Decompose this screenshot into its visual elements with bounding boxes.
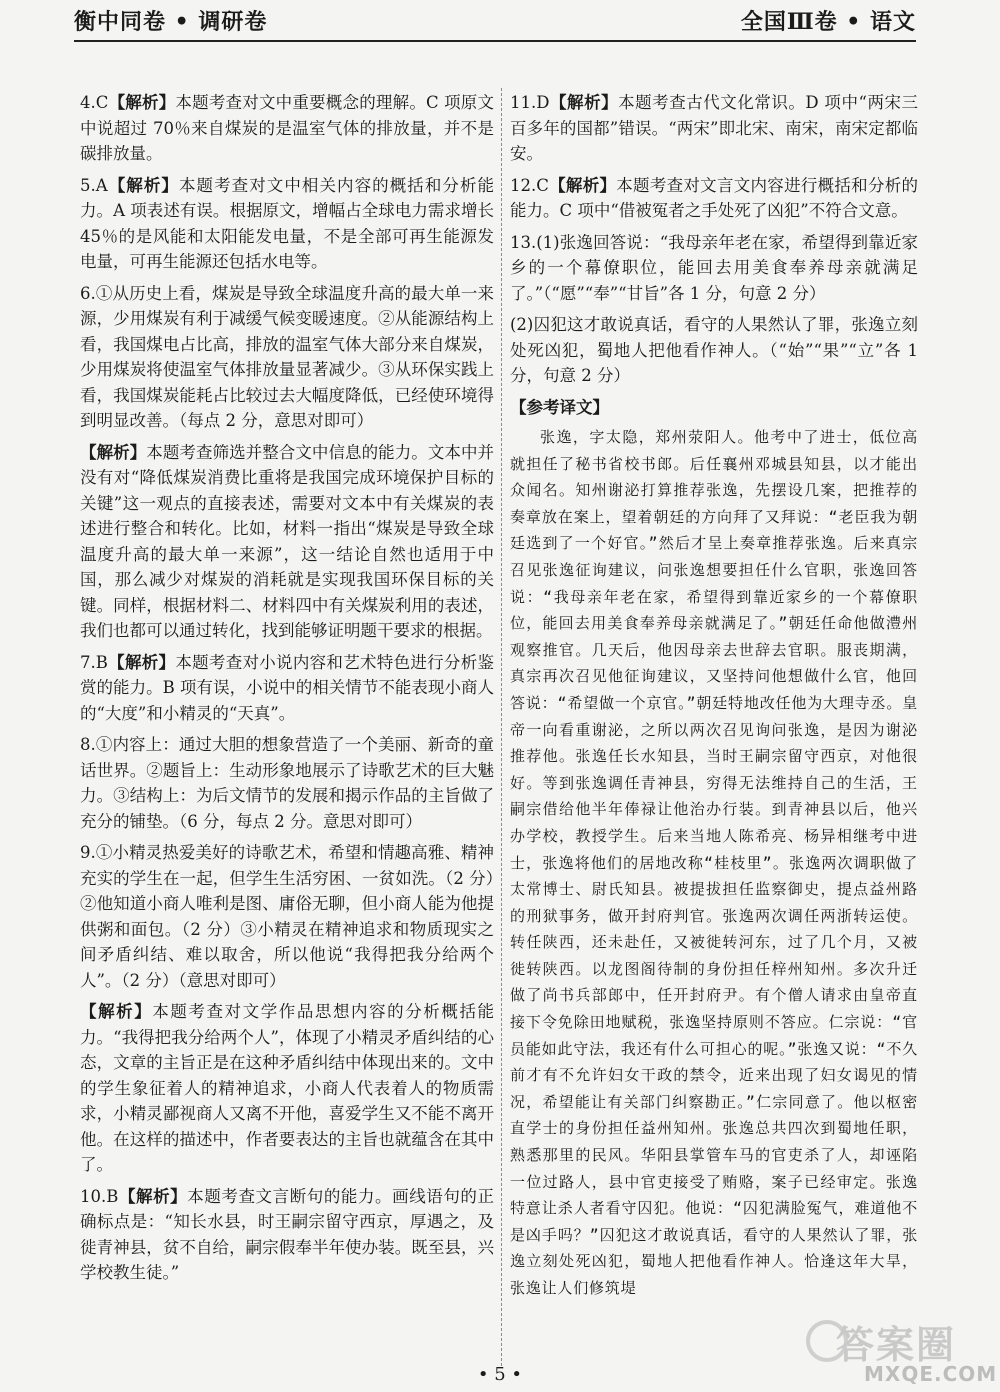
answer-item: 8.①内容上：通过大胆的想象营造了一个美丽、新奇的童话世界。②题旨上：生动形象地展示了诗歌艺术的巨大魅力。③结构上：为后文情节的发展和揭示作品的主旨做了充分的铺垫。（6 分，每点 2 分。意思对即可） xyxy=(80,735,494,831)
answer-item: 4.C【解析】本题考查对文中重要概念的理解。C 项原文中说超过 70％来自煤炭的是温室气体的排放量，并不是碳排放量。 xyxy=(80,93,495,163)
watermark xyxy=(800,1312,998,1390)
left-column xyxy=(80,90,494,1292)
header-rule xyxy=(74,40,916,42)
answer-item: 7.B【解析】本题考查对小说内容和艺术特色进行分析鉴赏的能力。B 项有误，小说中的相关情节不能表现小商人的“大度”和小精灵的“天真”。 xyxy=(80,652,495,723)
answer-item: 11.D【解析】本题考查古代文化常识。D 项中“两宋三百多年的国都”错误。“两宋”即北宋、南宋，南宋定都临安。 xyxy=(510,93,918,163)
answer-item: 5.A【解析】本题考查对文中相关内容的概括和分析能力。A 项表述有误。根据原文，增幅占全球电力需求增长 45％的是风能和太阳能发电量，不是全部可再生能源发电量，可再生能源还包括水电等。 xyxy=(80,175,495,271)
answer-item: 6.①从历史上看，煤炭是导致全球温度升高的最大单一来源，少用煤炭有利于减缓气候变暖速度。②从能源结构上看，我国煤电占比高，排放的温室气体大部分来自煤炭，少用煤炭将使温室气体排放量显著减少。③从环保实践上看，我国煤炭能耗占比较过去大幅度降低，已经使环境得到明显改善。（每点 2 分，意思对即可） xyxy=(80,283,494,430)
header-left-title: 衡中同卷 • 调研卷 xyxy=(74,9,268,35)
answer-item: 12.C【解析】本题考查对文言文内容进行概括和分析的能力。C 项中“借被冤者之手处死了凶犯”不符合文意。 xyxy=(510,175,919,220)
column-divider xyxy=(501,88,502,1366)
right-column xyxy=(510,90,918,1302)
page-header xyxy=(74,2,916,42)
reference-translation-text: 张逸，字太隐，郑州荥阳人。他考中了进士，低位高就担任了秘书省校书郎。后任襄州邓城县知县，以才能出众闻名。知州谢泌打算推荐张逸，先摆设几案，把推荐的奏章放在案上，望着朝廷的方向拜了又拜说：“老臣我为朝廷选到了一个好官。”然后才呈上奏章推荐张逸。后来真宗召见张逸征询建议，问张逸想要担任什么官职，张逸回答说：“我母亲年老在家，希望得到靠近家乡的一个幕僚职位，能回去用美食奉养母亲就满足了。”朝廷任命他做澧州观察推官。几天后，他因母亲去世辞去官职。服丧期满，真宗再次召见他征询建议，又坚持问他想做什么官，他回答说：“希望做一个京官。”朝廷特地改任他为大理寺丞。皇帝一向看重谢泌，之所以两次召见询问张逸，是因为谢泌推荐他。张逸任长水知县，当时王嗣宗留守西京，对他很好。等到张逸调任青神县，穷得无法维持自己的生活，王嗣宗借给他半年俸禄让他治办行装。到青神县以后，他兴办学校，教授学生。后来当地人陈希亮、杨异相继考中进士，张逸将他们的居地改称“桂枝里”。张逸两次调职做了太常博士、尉氏知县。被提拔担任监察御史，提点益州路的刑狱事务，做开封府判官。张逸两次调任两浙转运使。转任陕西，还未赴任，又被徙转河东，过了几个月，又被徙转陕西。以龙图阁待制的身份担任梓州知州。多次升迁做了尚书兵部郎中，任开封府尹。有个僧人请求由皇帝直接下令免除田地赋税，张逸坚持原则不答应。仁宗说：“官员能如此守法，我还有什么可担心的呢。”张逸又说：“不久前才有不允许妇女干政的禁令，近来出现了妇女谒见的情况，希望能让有关部门纠察勘正。”仁宗同意了。他以枢密直学士的身份担任益州知州。张逸总共四次到蜀地任职，熟悉那里的民风。华阳县掌管车马的官吏杀了人，却诬陷一位过路人，县中官吏接受了贿赂，案子已经审定。张逸特意让杀人者看守囚犯。他说：“囚犯满脸冤气，难道他不是凶手吗？”囚犯这才敢说真话，看守的人果然认了罪，张逸立刻处死凶犯，蜀地人把他看作神人。恰逢这年大旱，张逸让人们修筑堤 xyxy=(510,428,918,1297)
watermark-text: 答案圈 xyxy=(836,1323,957,1367)
page-number: • 5 • xyxy=(477,1364,523,1385)
answer-item: 【解析】本题考查筛选并整合文中信息的能力。文本中并没有对“降低煤炭消费比重将是我国完成环境保护目标的关键”这一观点的直接表述，需要对文本中有关煤炭的表述进行整合和转化。比如，材料一指出“煤炭是导致全球温度升高的最大单一来源”，这一结论自然也适用于中国，那么减少对煤炭的消耗就是实现我国环保目标的关键。同样，根据材料二、材料四中有关煤炭利用的表述，我们也都可以通过转化，找到能够证明题干要求的根据。 xyxy=(80,442,494,640)
answer-item: 【解析】本题考查对文学作品思想内容的分析概括能力。“我得把我分给两个人”，体现了小精灵矛盾纠结的心态，文章的主旨正是在这种矛盾纠结中体现出来的。文中的学生象征着人的精神追求，小商人代表着人的物质需求，小精灵鄙视商人又离不开他，喜爱学生又不能不离开他。在这样的描述中，作者要表达的主旨也就蕴含在其中了。 xyxy=(80,1002,495,1174)
answer-item: 10.B【解析】本题考查文言断句的能力。画线语句的正确标点是：“知长水县，时王嗣宗留守西京，厚遇之，及徙青神县，贫不自给，嗣宗假奉半年使办装。既至县，兴学校教生徒。” xyxy=(80,1186,495,1282)
header-right-title: 全国Ⅲ卷 • 语文 xyxy=(740,9,916,35)
answer-item: 9.①小精灵热爱美好的诗歌艺术，希望和情趣高雅、精神充实的学生在一起，但学生生活穷困、一贫如洗。（2 分）②他知道小商人唯利是图、庸俗无聊，但小商人能为他提供粥和面包。（2 分）③小精灵在精神追求和物质现实之间矛盾纠结、难以取舍，所以他说“我得把我分给两个人”。（2 分）（意思对即可） xyxy=(80,843,494,990)
answer-item: 13.(1)张逸回答说：“我母亲年老在家，希望得到靠近家乡的一个幕僚职位，能回去用美食奉养母亲就满足了。”（“愿”“奉”“甘旨”各 1 分，句意 2 分） xyxy=(510,232,918,303)
watermark-url: MXQE.COM xyxy=(864,1362,998,1386)
answer-item: (2)囚犯这才敢说真话，看守的人果然认了罪，张逸立刻处死凶犯，蜀地人把他看作神人。（“始”“果”“立”各 1 分，句意 2 分） xyxy=(510,315,918,385)
reference-translation-title: 【参考译文】 xyxy=(510,397,609,417)
